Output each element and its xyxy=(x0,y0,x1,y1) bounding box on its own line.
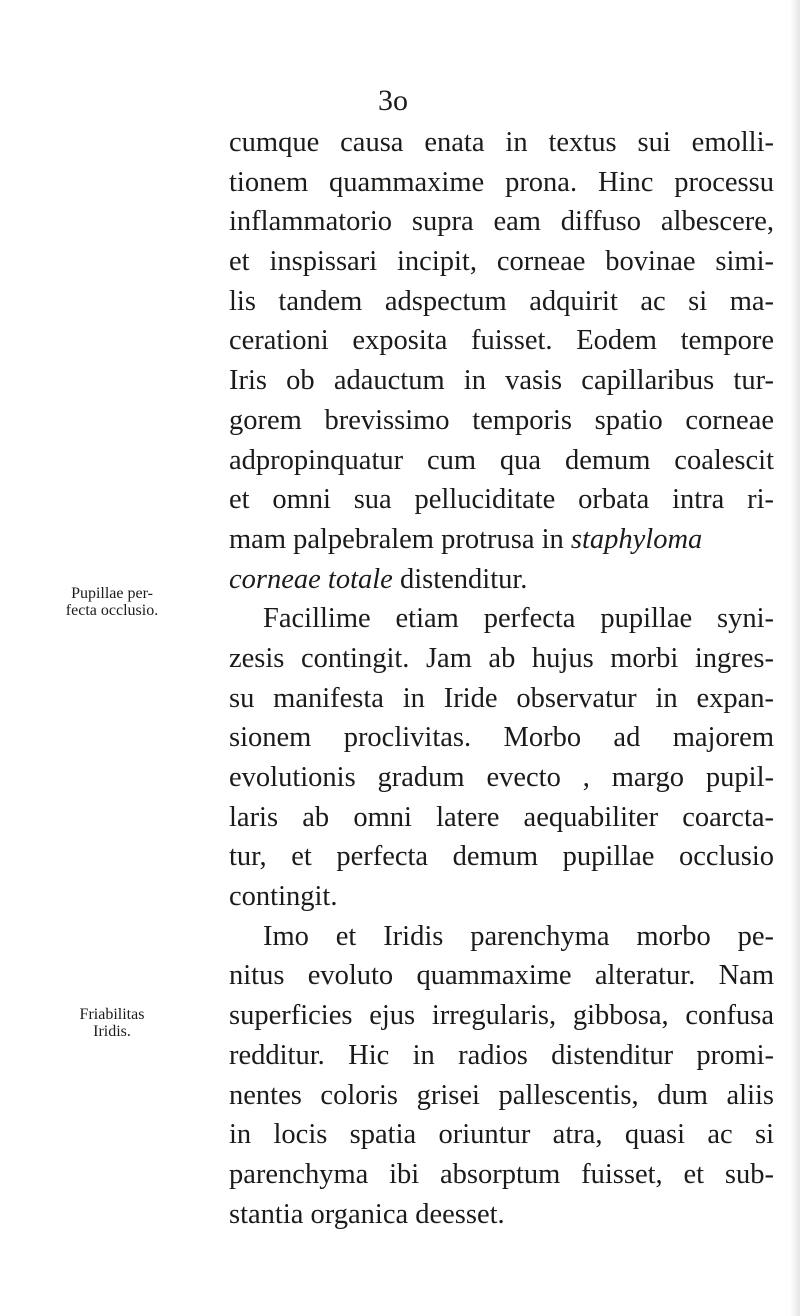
text-line: tur, et perfecta demum pupillae occlusio xyxy=(229,841,774,873)
text-line: gorem brevissimo temporis spatio corneae xyxy=(229,404,774,436)
text-line: lis tandem adspectum adquirit ac si ma- xyxy=(229,285,774,317)
margin-note-friabilitas-iridis xyxy=(4,1006,220,1040)
text-line: stantia organica deesset. xyxy=(229,1198,505,1230)
text-line: tionem quammaxime prona. Hinc processu xyxy=(229,166,774,198)
paragraph-start-line: Imo et Iridis parenchyma morbo pe- xyxy=(263,920,774,952)
text-line: adpropinquatur cum qua demum coalescit xyxy=(229,444,774,476)
text-line-corneae-totale xyxy=(229,560,774,600)
text-line: sionem proclivitas. Morbo ad majorem xyxy=(229,722,774,754)
text-fragment: mam palpebralem protrusa in xyxy=(229,523,571,555)
italic-term: corneae totale xyxy=(229,563,393,595)
page-edge-shadow xyxy=(790,0,800,1316)
page-number: 3o xyxy=(378,84,408,117)
margin-note-line: Iridis. xyxy=(93,1023,131,1040)
margin-note-pupillae-occlusio xyxy=(4,585,220,619)
text-line: in locis spatia oriuntur atra, quasi ac si xyxy=(229,1119,774,1151)
margin-note-line: Friabilitas xyxy=(79,1006,145,1023)
text-fragment: distenditur. xyxy=(392,563,528,595)
text-line: cerationi exposita fuisset. Eodem tempore xyxy=(229,325,774,357)
text-line: superficies ejus irregularis, gibbosa, confusa xyxy=(229,1000,774,1032)
paragraph-start-line: Facillime etiam perfecta pupillae syni- xyxy=(263,603,774,635)
text-line: zesis contingit. Jam ab hujus morbi ingres- xyxy=(229,642,774,674)
text-line: nitus evoluto quammaxime alteratur. Nam xyxy=(229,960,774,992)
italic-term: staphyloma xyxy=(570,523,703,555)
text-line-staphyloma xyxy=(229,520,774,560)
text-line: redditur. Hic in radios distenditur promi- xyxy=(229,1039,774,1071)
text-line: nentes coloris grisei pallescentis, dum aliis xyxy=(229,1079,774,1111)
text-line: parenchyma ibi absorptum fuisset, et sub- xyxy=(229,1158,774,1190)
margin-note-line: fecta occlusio. xyxy=(65,602,159,619)
text-line: cumque causa enata in textus sui emolli- xyxy=(229,127,774,158)
text-line: su manifesta in Iride observatur in expan- xyxy=(229,682,774,714)
text-line: et inspissari incipit, corneae bovinae simi- xyxy=(229,246,774,278)
text-line: inflammatorio supra eam diffuso albescere, xyxy=(229,206,774,238)
main-text-block xyxy=(229,123,774,1234)
margin-note-line: Pupillae per- xyxy=(71,585,153,602)
text-line: contingit. xyxy=(229,881,338,913)
text-line: et omni sua pelluciditate orbata intra ri- xyxy=(229,484,774,516)
text-line: Iris ob adauctum in vasis capillaribus tur- xyxy=(229,365,774,397)
text-line: evolutionis gradum evecto , margo pupil- xyxy=(229,762,774,793)
text-line: laris ab omni latere aequabiliter coarcta- xyxy=(229,801,774,833)
